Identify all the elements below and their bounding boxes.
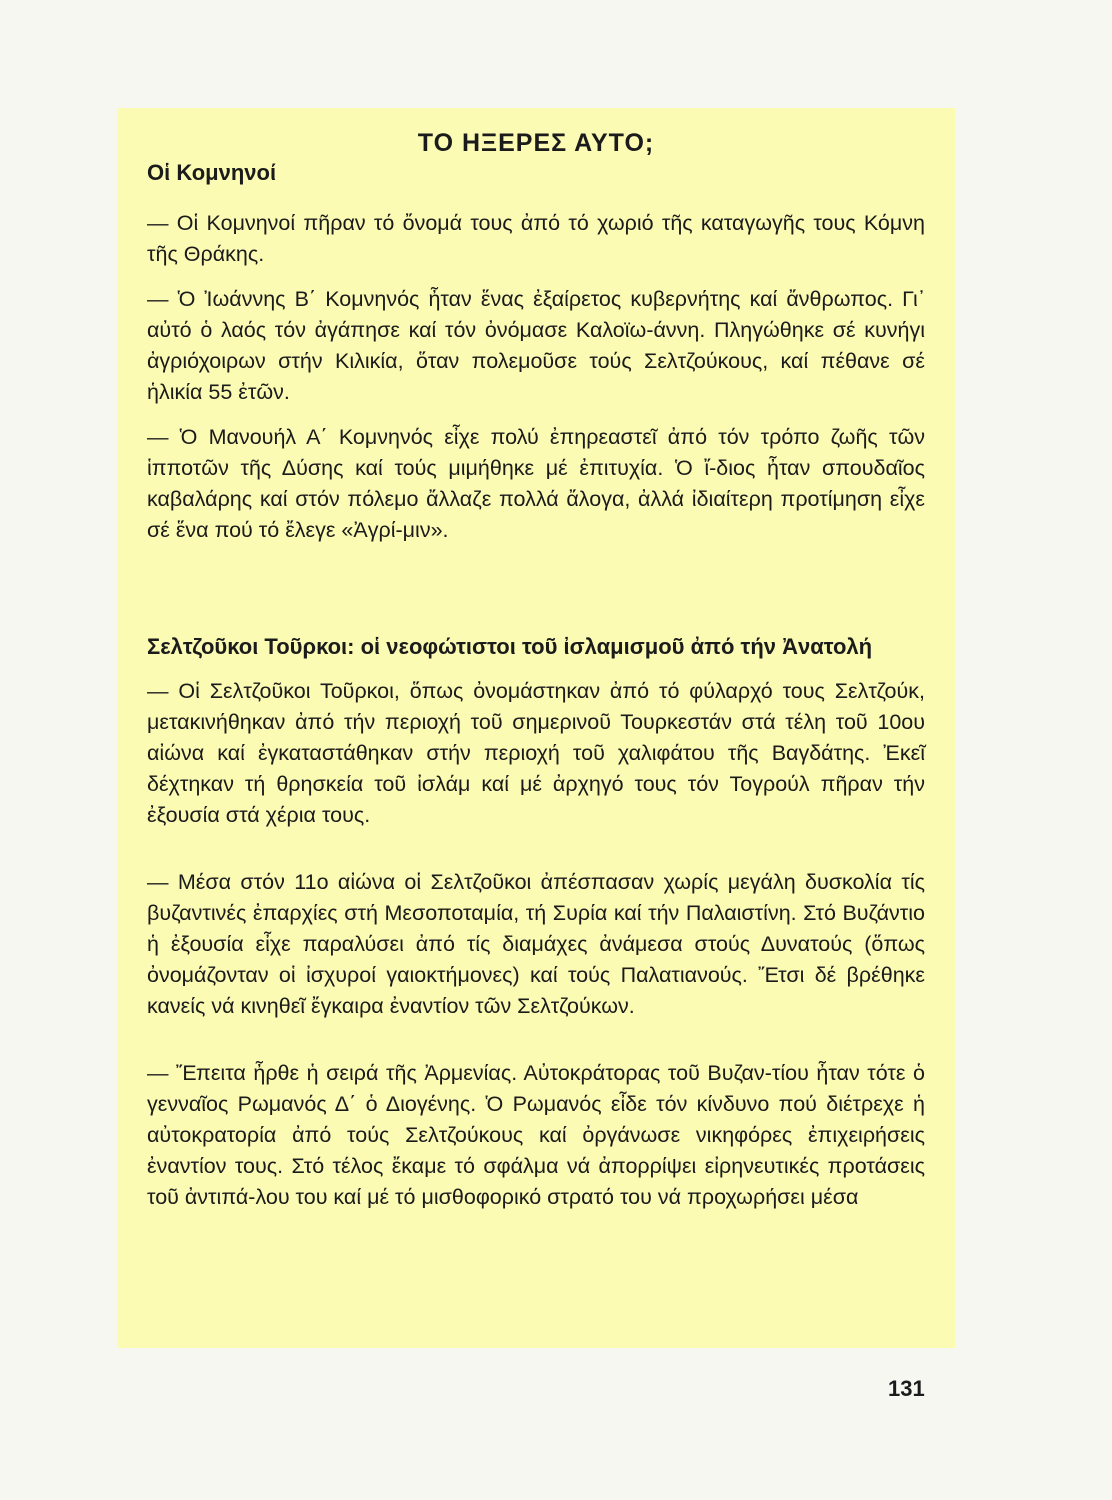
page-number: 131	[888, 1376, 925, 1401]
paragraph-seljuks-3: — Ἔπειτα ἦρθε ἡ σειρά τῆς Ἀρμενίας. Αὐτοκράτορας τοῦ Βυζαν-τίου ἦταν τότε ὁ γενναῖος Ρωμανός Δ΄ ὁ Διογένης. Ὁ Ρωμανός εἶδε τόν κίνδυνο πού διέτρεχε ἡ αὐτοκρατορία ἀπό τούς Σελτζούκους καί ὀργάνωσε νικηφόρες ἐπιχειρήσεις ἐναντίον τους. Στό τέλος ἔκαμε τό σφάλμα νά ἀπορρίψει εἰρηνευτικές προτάσεις τοῦ ἀντιπά-λου του καί μέ τό μισθοφορικό στρατό του νά προχωρήσει μέσα	[147, 1061, 925, 1209]
did-you-know-box	[117, 108, 955, 1348]
paragraph-seljuks-2: — Μέσα στόν 11ο αἰώνα οἱ Σελτζοῦκοι ἀπέσπασαν χωρίς μεγάλη δυσκολία τίς βυζαντινές ἐπαρχίες στή Μεσοποταμία, τή Συρία καί τήν Παλαιστίνη. Στό Βυζάντιο ἡ ἐξουσία εἶχε παραλύσει ἀπό τίς διαμάχες ἀνάμεσα στούς Δυνατούς (ὅπως ὀνομάζονταν οἱ ἰσχυροί γαιοκτήμονες) καί τούς Παλατιανούς. Ἔτσι δέ βρέθηκε κανείς νά κινηθεῖ ἔγκαιρα ἐναντίον τῶν Σελτζούκων.	[147, 870, 925, 1018]
paragraph-komnenoi-3: — Ὁ Μανουήλ Α΄ Κομνηνός εἶχε πολύ ἐπηρεαστεῖ ἀπό τόν τρόπο ζωῆς τῶν ἱπποτῶν τῆς Δύσης καί τούς μιμήθηκε μέ ἐπιτυχία. Ὁ ἴ-διος ἦταν σπουδαῖος καβαλάρης καί στόν πόλεμο ἄλλαζε πολλά ἄλογα, ἀλλά ἰδιαίτερη προτίμηση εἶχε σέ ἕνα πού τό ἔλεγε «Ἀγρί-μιν».	[147, 425, 925, 542]
section-heading-seljuks: Σελτζοῦκοι Τοῦρκοι: οἱ νεοφώτιστοι τοῦ ἰσλαμισμοῦ ἀπό τήν Ἀνατολή	[147, 634, 873, 659]
section-heading-komnenoi: Οἱ Κομνηνοί	[147, 160, 277, 185]
paragraph-komnenoi-2: — Ὁ Ἰωάννης Β΄ Κομνηνός ἦταν ἕνας ἐξαίρετος κυβερνήτης καί ἄνθρωπος. Γι᾽ αὐτό ὁ λαός τόν ἀγάπησε καί τόν ὀνόμασε Καλοϊω-άννη. Πληγώθηκε σέ κυνήγι ἀγριόχοιρων στήν Κιλικία, ὅταν πολεμοῦσε τούς Σελτζούκους, καί πέθανε σέ ἡλικία 55 ἐτῶν.	[147, 287, 925, 404]
paragraph-komnenoi-1: — Οἱ Κομνηνοί πῆραν τό ὄνομά τους ἀπό τό χωριό τῆς καταγωγῆς τους Κόμνη τῆς Θράκης.	[147, 211, 925, 266]
box-title: ΤΟ ΗΞΕΡΕΣ ΑΥΤΟ;	[417, 129, 655, 157]
paragraph-seljuks-1: — Οἱ Σελτζοῦκοι Τοῦρκοι, ὅπως ὀνομάστηκαν ἀπό τό φύλαρχό τους Σελτζούκ, μετακινήθηκαν ἀπό τήν περιοχή τοῦ σημερινοῦ Τουρκεστάν στά τέλη τοῦ 10ου αἰώνα καί ἐγκαταστάθηκαν στήν περιοχή τοῦ χαλιφάτου τῆς Βαγδάτης. Ἐκεῖ δέχτηκαν τή θρησκεία τοῦ ἰσλάμ καί μέ ἀρχηγό τους τόν Τογρούλ πῆραν τήν ἐξουσία στά χέρια τους.	[147, 679, 925, 827]
